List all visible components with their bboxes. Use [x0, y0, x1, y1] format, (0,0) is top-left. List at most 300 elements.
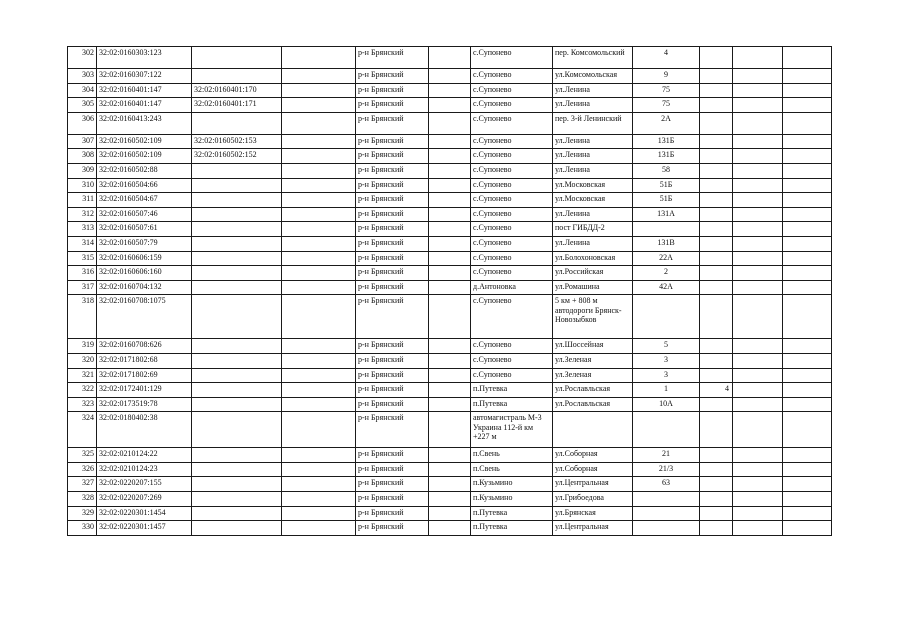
empty-cell [783, 506, 832, 521]
empty-cell [282, 412, 356, 448]
table-row [68, 368, 832, 383]
street: ул.Соборная [553, 462, 633, 477]
empty-cell [733, 266, 783, 281]
district: р-н Брянский [356, 477, 429, 492]
empty-cell [733, 134, 783, 149]
sub-cadastral-number [192, 47, 282, 69]
house-number [633, 222, 700, 237]
sub-cadastral-number [192, 251, 282, 266]
house-number: 51Б [633, 178, 700, 193]
street: ул.Центральная [553, 477, 633, 492]
district: р-н Брянский [356, 521, 429, 536]
table-row [68, 222, 832, 237]
cadastral-number: 32:02:0160502:109 [97, 134, 192, 149]
sub-cadastral-number [192, 236, 282, 251]
house-number [633, 295, 700, 339]
empty-cell [282, 506, 356, 521]
sub-cadastral-number [192, 280, 282, 295]
district: р-н Брянский [356, 69, 429, 84]
row-number: 315 [68, 251, 97, 266]
street: ул.Ленина [553, 236, 633, 251]
table-row [68, 112, 832, 134]
house-number: 21 [633, 448, 700, 463]
table-row [68, 521, 832, 536]
district: р-н Брянский [356, 178, 429, 193]
empty-cell [783, 383, 832, 398]
district: р-н Брянский [356, 149, 429, 164]
empty-cell [429, 477, 471, 492]
empty-cell [429, 222, 471, 237]
district: р-н Брянский [356, 397, 429, 412]
empty-cell [783, 134, 832, 149]
district: р-н Брянский [356, 134, 429, 149]
extra-value [700, 462, 733, 477]
extra-value: 4 [700, 383, 733, 398]
empty-cell [783, 492, 832, 507]
empty-cell [783, 98, 832, 113]
locality: п.Путевка [471, 397, 553, 412]
locality: с.Супонево [471, 178, 553, 193]
street: ул.Российская [553, 266, 633, 281]
district: р-н Брянский [356, 266, 429, 281]
empty-cell [429, 492, 471, 507]
cadastral-number: 32:02:0160507:46 [97, 207, 192, 222]
empty-cell [733, 193, 783, 208]
sub-cadastral-number: 32:02:0160401:171 [192, 98, 282, 113]
empty-cell [282, 477, 356, 492]
empty-cell [783, 462, 832, 477]
empty-cell [429, 163, 471, 178]
empty-cell [783, 222, 832, 237]
sub-cadastral-number [192, 383, 282, 398]
locality: автомагистраль М-3 Украина 112-й км +227 м [471, 412, 553, 448]
street: ул.Болохоновская [553, 251, 633, 266]
street: ул.Ромашина [553, 280, 633, 295]
empty-cell [733, 448, 783, 463]
empty-cell [429, 397, 471, 412]
street: пер. Комсомольский [553, 47, 633, 69]
cadastral-number: 32:02:0160507:61 [97, 222, 192, 237]
address-registry-table [67, 46, 832, 536]
locality: п.Кузьмино [471, 477, 553, 492]
cadastral-number: 32:02:0220207:269 [97, 492, 192, 507]
locality: п.Кузьмино [471, 492, 553, 507]
empty-cell [733, 178, 783, 193]
locality: п.Свень [471, 448, 553, 463]
sub-cadastral-number [192, 448, 282, 463]
extra-value [700, 112, 733, 134]
empty-cell [733, 236, 783, 251]
empty-cell [429, 236, 471, 251]
empty-cell [282, 266, 356, 281]
empty-cell [429, 295, 471, 339]
cadastral-number: 32:02:0220301:1457 [97, 521, 192, 536]
table-row [68, 353, 832, 368]
row-number: 322 [68, 383, 97, 398]
row-number: 329 [68, 506, 97, 521]
empty-cell [282, 280, 356, 295]
sub-cadastral-number [192, 353, 282, 368]
table-row [68, 69, 832, 84]
locality: с.Супонево [471, 222, 553, 237]
cadastral-number: 32:02:0210124:22 [97, 448, 192, 463]
locality: с.Супонево [471, 339, 553, 354]
empty-cell [282, 207, 356, 222]
row-number: 323 [68, 397, 97, 412]
row-number: 316 [68, 266, 97, 281]
empty-cell [282, 112, 356, 134]
street: ул.Шоссейная [553, 339, 633, 354]
house-number: 75 [633, 98, 700, 113]
table-row [68, 383, 832, 398]
locality: с.Супонево [471, 236, 553, 251]
extra-value [700, 521, 733, 536]
district: р-н Брянский [356, 112, 429, 134]
row-number: 327 [68, 477, 97, 492]
district: р-н Брянский [356, 383, 429, 398]
district: р-н Брянский [356, 462, 429, 477]
table-row [68, 412, 832, 448]
row-number: 330 [68, 521, 97, 536]
empty-cell [733, 506, 783, 521]
empty-cell [282, 521, 356, 536]
empty-cell [783, 163, 832, 178]
empty-cell [733, 412, 783, 448]
locality: с.Супонево [471, 251, 553, 266]
locality: п.Путевка [471, 506, 553, 521]
street: ул.Соборная [553, 448, 633, 463]
extra-value [700, 448, 733, 463]
cadastral-number: 32:02:0160606:160 [97, 266, 192, 281]
cadastral-number: 32:02:0160307:122 [97, 69, 192, 84]
extra-value [700, 295, 733, 339]
extra-value [700, 368, 733, 383]
extra-value [700, 251, 733, 266]
locality: с.Супонево [471, 47, 553, 69]
sub-cadastral-number [192, 506, 282, 521]
cadastral-number: 32:02:0171802:69 [97, 368, 192, 383]
house-number: 75 [633, 83, 700, 98]
row-number: 304 [68, 83, 97, 98]
district: р-н Брянский [356, 412, 429, 448]
district: р-н Брянский [356, 163, 429, 178]
empty-cell [282, 193, 356, 208]
locality: с.Супонево [471, 266, 553, 281]
street [553, 412, 633, 448]
street: ул.Центральная [553, 521, 633, 536]
row-number: 318 [68, 295, 97, 339]
empty-cell [733, 462, 783, 477]
extra-value [700, 207, 733, 222]
table-row [68, 477, 832, 492]
district: р-н Брянский [356, 368, 429, 383]
empty-cell [429, 112, 471, 134]
cadastral-number: 32:02:0172401:129 [97, 383, 192, 398]
district: р-н Брянский [356, 47, 429, 69]
house-number: 21/3 [633, 462, 700, 477]
row-number: 319 [68, 339, 97, 354]
cadastral-number: 32:02:0160606:159 [97, 251, 192, 266]
empty-cell [733, 339, 783, 354]
house-number: 131В [633, 236, 700, 251]
sub-cadastral-number [192, 266, 282, 281]
sub-cadastral-number: 32:02:0160502:152 [192, 149, 282, 164]
empty-cell [733, 295, 783, 339]
table-row [68, 134, 832, 149]
table-row [68, 266, 832, 281]
empty-cell [783, 83, 832, 98]
cadastral-number: 32:02:0160303:123 [97, 47, 192, 69]
row-number: 307 [68, 134, 97, 149]
district: р-н Брянский [356, 251, 429, 266]
row-number: 312 [68, 207, 97, 222]
sub-cadastral-number [192, 462, 282, 477]
sub-cadastral-number [192, 339, 282, 354]
row-number: 324 [68, 412, 97, 448]
empty-cell [783, 521, 832, 536]
district: р-н Брянский [356, 353, 429, 368]
row-number: 325 [68, 448, 97, 463]
empty-cell [429, 47, 471, 69]
empty-cell [733, 383, 783, 398]
table-row [68, 98, 832, 113]
extra-value [700, 83, 733, 98]
locality: с.Супонево [471, 353, 553, 368]
sub-cadastral-number [192, 193, 282, 208]
empty-cell [429, 383, 471, 398]
empty-cell [733, 521, 783, 536]
extra-value [700, 412, 733, 448]
empty-cell [783, 47, 832, 69]
house-number: 2А [633, 112, 700, 134]
house-number: 5 [633, 339, 700, 354]
empty-cell [733, 368, 783, 383]
sub-cadastral-number [192, 492, 282, 507]
empty-cell [783, 397, 832, 412]
empty-cell [282, 339, 356, 354]
empty-cell [783, 368, 832, 383]
empty-cell [733, 69, 783, 84]
locality: п.Путевка [471, 521, 553, 536]
sub-cadastral-number [192, 521, 282, 536]
sub-cadastral-number: 32:02:0160401:170 [192, 83, 282, 98]
row-number: 303 [68, 69, 97, 84]
empty-cell [282, 134, 356, 149]
empty-cell [733, 251, 783, 266]
empty-cell [783, 69, 832, 84]
cadastral-number: 32:02:0220207:155 [97, 477, 192, 492]
empty-cell [733, 47, 783, 69]
empty-cell [783, 251, 832, 266]
empty-cell [429, 280, 471, 295]
house-number: 3 [633, 353, 700, 368]
street: ул.Рославльская [553, 383, 633, 398]
empty-cell [282, 251, 356, 266]
house-number [633, 521, 700, 536]
empty-cell [282, 47, 356, 69]
empty-cell [429, 448, 471, 463]
empty-cell [429, 462, 471, 477]
empty-cell [282, 163, 356, 178]
empty-cell [733, 149, 783, 164]
extra-value [700, 339, 733, 354]
house-number: 3 [633, 368, 700, 383]
extra-value [700, 397, 733, 412]
locality: п.Путевка [471, 383, 553, 398]
house-number: 2 [633, 266, 700, 281]
cadastral-number: 32:02:0173519:78 [97, 397, 192, 412]
locality: с.Супонево [471, 207, 553, 222]
empty-cell [783, 295, 832, 339]
empty-cell [429, 193, 471, 208]
sub-cadastral-number [192, 222, 282, 237]
house-number: 58 [633, 163, 700, 178]
district: р-н Брянский [356, 222, 429, 237]
empty-cell [429, 149, 471, 164]
empty-cell [733, 112, 783, 134]
empty-cell [282, 83, 356, 98]
house-number: 131А [633, 207, 700, 222]
street: ул.Комсомольская [553, 69, 633, 84]
house-number [633, 412, 700, 448]
extra-value [700, 236, 733, 251]
empty-cell [282, 178, 356, 193]
extra-value [700, 149, 733, 164]
extra-value [700, 266, 733, 281]
sub-cadastral-number [192, 412, 282, 448]
table-row [68, 251, 832, 266]
empty-cell [429, 134, 471, 149]
cadastral-number: 32:02:0160704:132 [97, 280, 192, 295]
empty-cell [733, 222, 783, 237]
cadastral-number: 32:02:0220301:1454 [97, 506, 192, 521]
sub-cadastral-number [192, 69, 282, 84]
empty-cell [282, 462, 356, 477]
sub-cadastral-number [192, 112, 282, 134]
house-number: 10А [633, 397, 700, 412]
street: ул.Ленина [553, 163, 633, 178]
empty-cell [783, 266, 832, 281]
row-number: 313 [68, 222, 97, 237]
locality: с.Супонево [471, 83, 553, 98]
empty-cell [733, 280, 783, 295]
locality: д.Антоновка [471, 280, 553, 295]
table-row [68, 236, 832, 251]
empty-cell [733, 207, 783, 222]
row-number: 311 [68, 193, 97, 208]
table-row [68, 280, 832, 295]
empty-cell [429, 412, 471, 448]
row-number: 302 [68, 47, 97, 69]
cadastral-number: 32:02:0160708:626 [97, 339, 192, 354]
extra-value [700, 69, 733, 84]
empty-cell [733, 98, 783, 113]
cadastral-number: 32:02:0180402:38 [97, 412, 192, 448]
district: р-н Брянский [356, 448, 429, 463]
street: пост ГИБДД-2 [553, 222, 633, 237]
row-number: 326 [68, 462, 97, 477]
cadastral-number: 32:02:0160401:147 [97, 83, 192, 98]
table-row [68, 83, 832, 98]
empty-cell [429, 207, 471, 222]
empty-cell [733, 477, 783, 492]
house-number: 9 [633, 69, 700, 84]
empty-cell [429, 339, 471, 354]
street: ул.Ленина [553, 134, 633, 149]
empty-cell [429, 83, 471, 98]
sub-cadastral-number [192, 163, 282, 178]
district: р-н Брянский [356, 98, 429, 113]
table-row [68, 492, 832, 507]
empty-cell [429, 69, 471, 84]
extra-value [700, 492, 733, 507]
row-number: 310 [68, 178, 97, 193]
house-number: 51Б [633, 193, 700, 208]
sub-cadastral-number [192, 295, 282, 339]
cadastral-number: 32:02:0160502:88 [97, 163, 192, 178]
street: ул.Рославльская [553, 397, 633, 412]
extra-value [700, 163, 733, 178]
extra-value [700, 193, 733, 208]
locality: с.Супонево [471, 112, 553, 134]
empty-cell [282, 448, 356, 463]
street: пер. 3-й Ленинский [553, 112, 633, 134]
empty-cell [282, 149, 356, 164]
extra-value [700, 353, 733, 368]
row-number: 320 [68, 353, 97, 368]
house-number: 1 [633, 383, 700, 398]
empty-cell [783, 412, 832, 448]
cadastral-number: 32:02:0160502:109 [97, 149, 192, 164]
district: р-н Брянский [356, 207, 429, 222]
empty-cell [282, 368, 356, 383]
empty-cell [733, 397, 783, 412]
row-number: 317 [68, 280, 97, 295]
empty-cell [783, 339, 832, 354]
empty-cell [282, 492, 356, 507]
house-number [633, 506, 700, 521]
extra-value [700, 134, 733, 149]
table-row [68, 163, 832, 178]
locality: с.Супонево [471, 69, 553, 84]
empty-cell [282, 397, 356, 412]
row-number: 321 [68, 368, 97, 383]
street: ул.Ленина [553, 83, 633, 98]
empty-cell [783, 477, 832, 492]
empty-cell [282, 98, 356, 113]
row-number: 308 [68, 149, 97, 164]
sub-cadastral-number [192, 368, 282, 383]
empty-cell [282, 236, 356, 251]
house-number: 22А [633, 251, 700, 266]
cadastral-number: 32:02:0160413:243 [97, 112, 192, 134]
district: р-н Брянский [356, 492, 429, 507]
empty-cell [783, 448, 832, 463]
empty-cell [282, 353, 356, 368]
table-row [68, 397, 832, 412]
table-row [68, 47, 832, 69]
street: ул.Зеленая [553, 353, 633, 368]
extra-value [700, 178, 733, 193]
empty-cell [429, 521, 471, 536]
sub-cadastral-number [192, 178, 282, 193]
table-row [68, 506, 832, 521]
locality: с.Супонево [471, 163, 553, 178]
street: ул.Ленина [553, 149, 633, 164]
district: р-н Брянский [356, 339, 429, 354]
empty-cell [783, 236, 832, 251]
district: р-н Брянский [356, 83, 429, 98]
